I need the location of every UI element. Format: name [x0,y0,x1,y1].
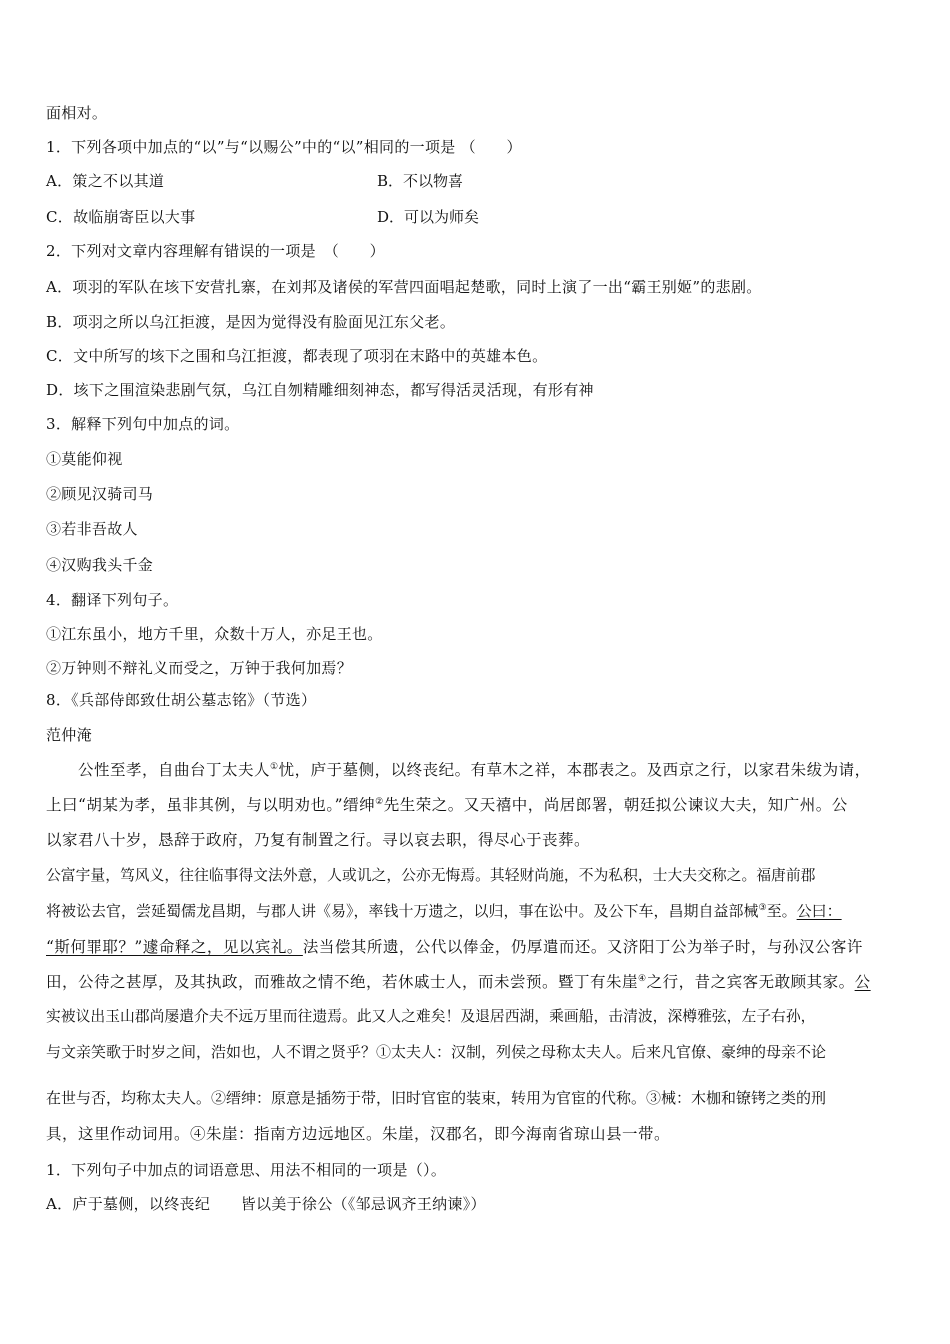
section8-author: 范仲淹 [46,726,92,744]
section8-title: 8．《兵部侍郎致仕胡公墓志铭》（节选） [46,691,317,709]
passage-line-11: 具，这里作动词用。④朱崖：指南方边远地区。朱崖，汉郡名，即今海南省琼山县一带。 [46,1125,671,1143]
q3-item-3: ③若非吾故人 [46,520,138,538]
q2-option-c: C．文中所写的垓下之围和乌江拒渡，都表现了项羽在末路中的英雄本色。 [46,347,548,365]
passage-line-5: 将被讼去官，尝延蜀儒龙昌期，与郡人讲《易》，率钱十万遗之，以归，事在讼中。及公下车，昌期自益部械③至。公曰： [46,902,842,920]
passage-line-9: 与文亲笑歌于时岁之间，浩如也，人不谓之贤乎？①太夫人：汉制，列侯之母称太夫人。后来凡官僚、豪绅的母亲不论 [46,1043,827,1061]
passage-line-6: “斯何罪耶？”遽命释之，见以宾礼。法当偿其所遗，公代以俸金，仍厚遣而还。又济阳丁公为举子时，与孙汉公客许 [46,938,863,956]
q3-item-1: ①莫能仰视 [46,450,123,468]
footnote-mark-1: ① [270,762,279,772]
passage-line-4: 公富宇量，笃风义，往往临事得文法外意，人或讥之，公亦无悔焉。其轻财尚施，不为私积，士大夫交称之。福唐前郡 [46,867,816,884]
q3-item-4: ④汉购我头千金 [46,556,154,574]
q8-1-stem: 1．下列句子中加点的词语意思、用法不相同的一项是（）。 [46,1161,447,1179]
q4-item-2: ②万钟则不辩礼义而受之，万钟于我何加焉？ [46,659,353,677]
q1-option-a: A．策之不以其道 [46,172,165,190]
passage-line-1: 公性至孝，自曲台丁太夫人①忧，庐于墓侧，以终丧纪。有草木之祥，本郡表之。及西京之行，以家君朱绂为请， [46,761,871,779]
passage-line-10: 在世与否，均称太夫人。②缙绅：原意是插笏于带，旧时官宦的装束，转用为官宦的代称。③械：木枷和镣铐之类的刑 [46,1089,827,1107]
q2-stem: 2．下列对文章内容理解有错误的一项是 （ ） [46,242,385,260]
continuation-line: 面相对。 [46,104,108,122]
footnote-mark-3: ③ [758,903,767,913]
q2-option-a: A．项羽的军队在垓下安营扎寨，在刘邦及诸侯的军营四面唱起楚歌，同时上演了一出“霸王别姬”的悲剧。 [46,278,762,296]
q8-1-option-a: A．庐于墓侧，以终丧纪 皆以美于徐公（《邹忌讽齐王纳谏》） [46,1195,486,1213]
passage-line-2: 上曰“胡某为孝，虽非其例，与以明劝也。”缙绅②先生荣之。又天禧中，尚居郎署，朝廷拟公谏议大夫，知广州。公 [46,796,848,814]
q4-stem: 4．翻译下列句子。 [46,591,179,609]
q3-item-2: ②顾见汉骑司马 [46,485,154,503]
q4-item-1: ①江东虽小，地方千里，众数十万人，亦足王也。 [46,625,383,643]
q1-option-c: C．故临崩寄臣以大事 [46,208,196,226]
passage-line-3: 以家君八十岁，恳辞于政府，乃复有制置之行。寻以哀去职，得尽心于丧葬。 [46,831,591,849]
q1-option-b: B．不以物喜 [377,172,464,190]
passage-line-7: 田，公待之甚厚，及其执政，而雅故之情不绝，若休戚士人，而未尝预。暨丁有朱崖④之行，昔之宾客无敢顾其家。公 [46,973,871,991]
footnote-mark-4: ④ [638,974,647,984]
q2-option-d: D．垓下之围渲染悲剧气氛，乌江自刎精雕细刻神态，都写得活灵活现，有形有神 [46,381,594,399]
q3-stem: 3．解释下列句中加点的词。 [46,415,240,433]
passage-line-8: 实被议出玉山郡尚屡遣介夫不远万里而往遗焉。此又人之难矣！及退居西湖，乘画船，击清波，深樽雅弦，左子右孙， [46,1008,816,1025]
q1-option-d: D．可以为师矣 [377,208,480,226]
q1-stem: 1．下列各项中加点的“以”与“以赐公”中的“以”相同的一项是 （ ） [46,138,522,156]
footnote-mark-2: ② [375,797,384,807]
q2-option-b: B．项羽之所以乌江拒渡，是因为觉得没有脸面见江东父老。 [46,313,456,331]
